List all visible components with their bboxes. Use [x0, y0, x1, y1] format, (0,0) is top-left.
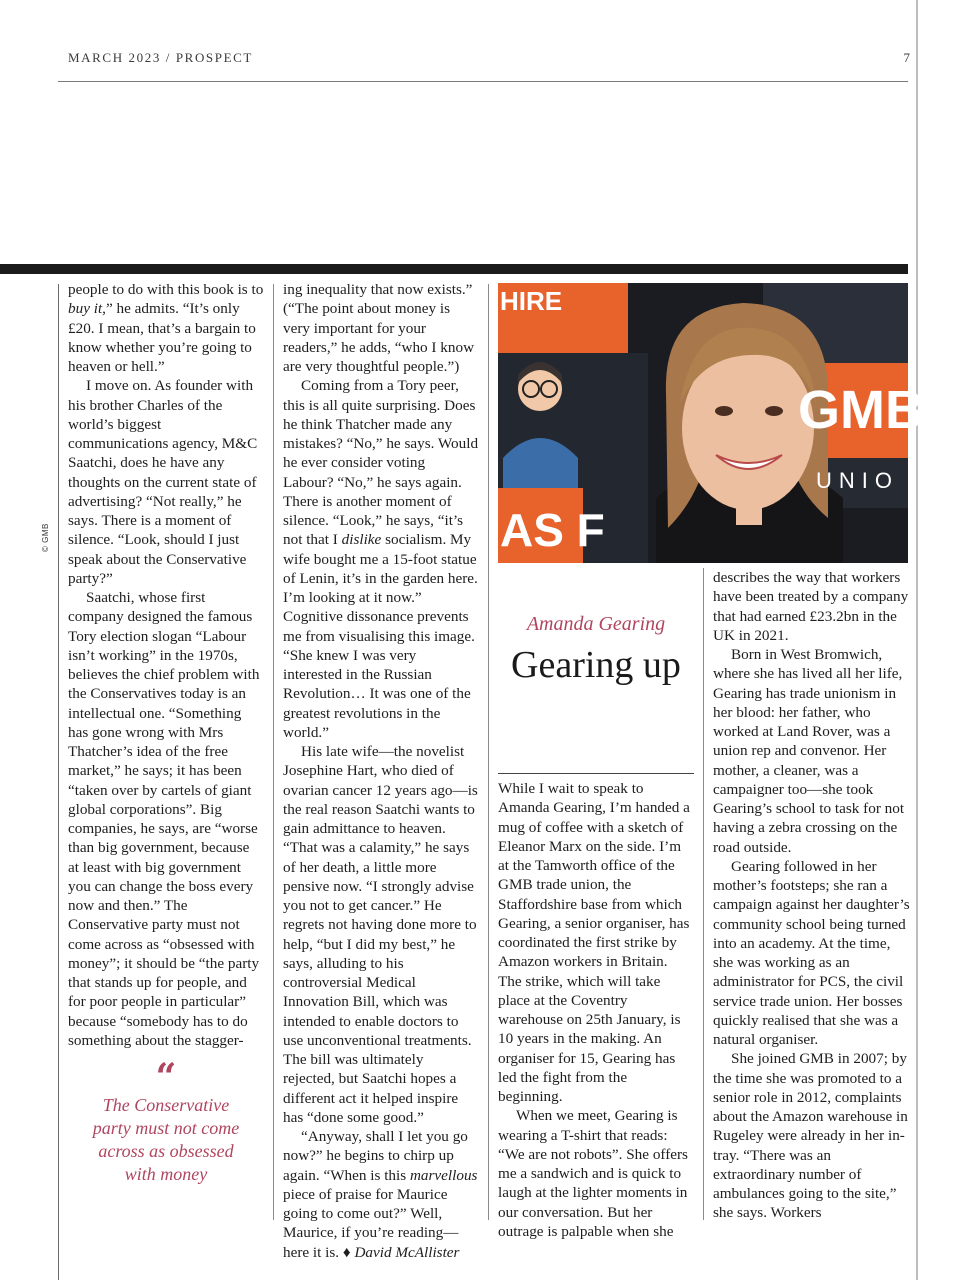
sign-text: GMB [798, 380, 924, 440]
sign-text: UNIO [816, 468, 899, 493]
section-bar [0, 264, 908, 274]
photo-credit: © GMB [41, 523, 50, 552]
end-mark-icon: ♦ [342, 1243, 351, 1261]
paragraph: “Anyway, shall I let you go now?” he begins to chirp up again. “When is this marvellous piece of praise for Maurice going to come out?” Well, Maurice, if you’re reading—here it is. ♦ David McAllister [283, 1128, 478, 1261]
sign-text: HIRE [500, 286, 563, 316]
header-rule [58, 81, 908, 82]
paragraph: While I wait to speak to Amanda Gearing, I’m handed a mug of coffee with a sketch of Eleanor Marx on the side. I’m at the Tamworth office of the GMB trade union, the Staffordshire base from which Gearing, a senior organiser, has coordinated the first strike by Amazon workers in Britain. The strike, which will take place at the Coventry warehouse on 25th January, is 10 years in the making. An organiser for 15, Gearing has led the fight from the beginning. [498, 780, 690, 1105]
headline-rule [498, 773, 694, 774]
quote-mark-icon: “ [155, 1056, 177, 1098]
article-headline: Gearing up [511, 644, 681, 686]
page-edge [916, 0, 918, 1280]
pull-quote-text: The Conservative party must not come across as obsessed with money [92, 1095, 240, 1184]
article-column-1 [68, 280, 264, 1050]
paragraph: describes the way that workers have been treated by a company that had earned £23.2bn in the UK in 2021. [713, 569, 909, 644]
paragraph: ing inequality that now exists.” (“The point about money is very important for your readers,” he adds, “who I know are very thoughtful people.”) [283, 281, 475, 375]
paragraph: When we meet, Gearing is wearing a T-shirt that reads: “We are not robots”. She offers me a sandwich and is quick to laugh at the lighter moments in our conversation. But her outrage is palpable when she [498, 1107, 688, 1240]
paragraph: Gearing followed in her mother’s footsteps; she ran a campaign against her daughter’s community school being turned into an academy. At the time, she was working as an administrator for PCS, the civil service trade union. Her bosses quickly realised that she was a natural organiser. [713, 857, 910, 1048]
issue-label: MARCH 2023 / PROSPECT [68, 50, 253, 65]
pull-quote [86, 1056, 246, 1186]
column-rule [488, 284, 489, 1220]
paragraph: She joined GMB in 2007; by the time she was promoted to a senior role in 2012, complaints about the Amazon warehouse in Rugeley were already in her in-tray. “There was an extraordinary number of ambulances going to the site,” she says. Workers [713, 1050, 908, 1222]
column-rule [703, 568, 704, 1220]
page-number: 7 [903, 50, 910, 65]
paragraph: His late wife—the novelist Josephine Hart, who died of ovarian cancer 12 years ago—is the real reason Saatchi wants to gain admittance to heaven. “That was a calamity,” he says of her death, a little more pensive now. “I strongly advise you not to get cancer.” He regrets not having done more to help, “but I did my best,” he says, alluding to his controversial Medical Innovation Bill, which was intended to enable doctors to use unconventional treatments. The bill was ultimately rejected, but Saatchi hopes a different act it helped inspire has “done some good.” [283, 743, 478, 1126]
paragraph: Born in West Bromwich, where she has lived all her life, Gearing has trade unionism in her blood: her father, who worked at Land Rover, was a union rep and convenor. Her mother, a cleaner, was a campaigner too—she took Gearing’s school to task for not having a zebra crossing on the road outside. [713, 646, 905, 856]
paragraph: people to do with this book is to buy it,” he admits. “It’s only £20. I mean, that’s a bargain to know whether you’re going to heaven or hell.” [68, 281, 264, 375]
article-column-2 [283, 280, 479, 1262]
paragraph: I move on. As founder with his brother Charles of the world’s biggest communications agency, M&C Saatchi, does he have any thoughts on the current state of advertising? “Not really,” he says. There is a moment of silence. “Look, should I just speak about the Conservative party?” [68, 377, 258, 587]
portrait-photo [498, 283, 924, 563]
article-column-3 [498, 779, 694, 1241]
author-credit: David McAllister [354, 1243, 460, 1261]
article-byline: Amanda Gearing [526, 613, 666, 635]
paragraph: Coming from a Tory peer, this is all quite surprising. Does he think Thatcher made any mistakes? “No,” he says. Would he ever consider voting Labour? “No,” he says again. There is another moment of silence. “Look,” he says, “it’s not that I dislike socialism. My wife bought me a 15-foot statue of Lenin, it’s in the garden here. I’m looking at it now.” Cognitive dissonance prevents me from visualising this image. “She knew I was very interested in the Russian Revolution… It was one of the greatest revolutions in the world.” [283, 377, 479, 741]
sign-text: AS F [500, 504, 605, 556]
left-column-rule [58, 284, 59, 1280]
column-rule [273, 284, 274, 1220]
paragraph: Saatchi, whose first company designed the famous Tory election slogan “Labour isn’t working” in the 1970s, believes the chief problem with the Conservatives today is an intellectual one. “Something has gone wrong with Mrs Thatcher’s idea of the free market,” he says; it has been “taken over by cartels of giant global corporations”. Big companies, he says, are “worse than big government, because at least with big government you can change the boss every now and then.” The Conservative party must not come across as “obsessed with money”; it should be “the party that stands up for people, and for poor people in particular” because “somebody has to do something about the stagger- [68, 589, 260, 1049]
article-column-4 [713, 568, 911, 1223]
page-header [68, 50, 910, 70]
